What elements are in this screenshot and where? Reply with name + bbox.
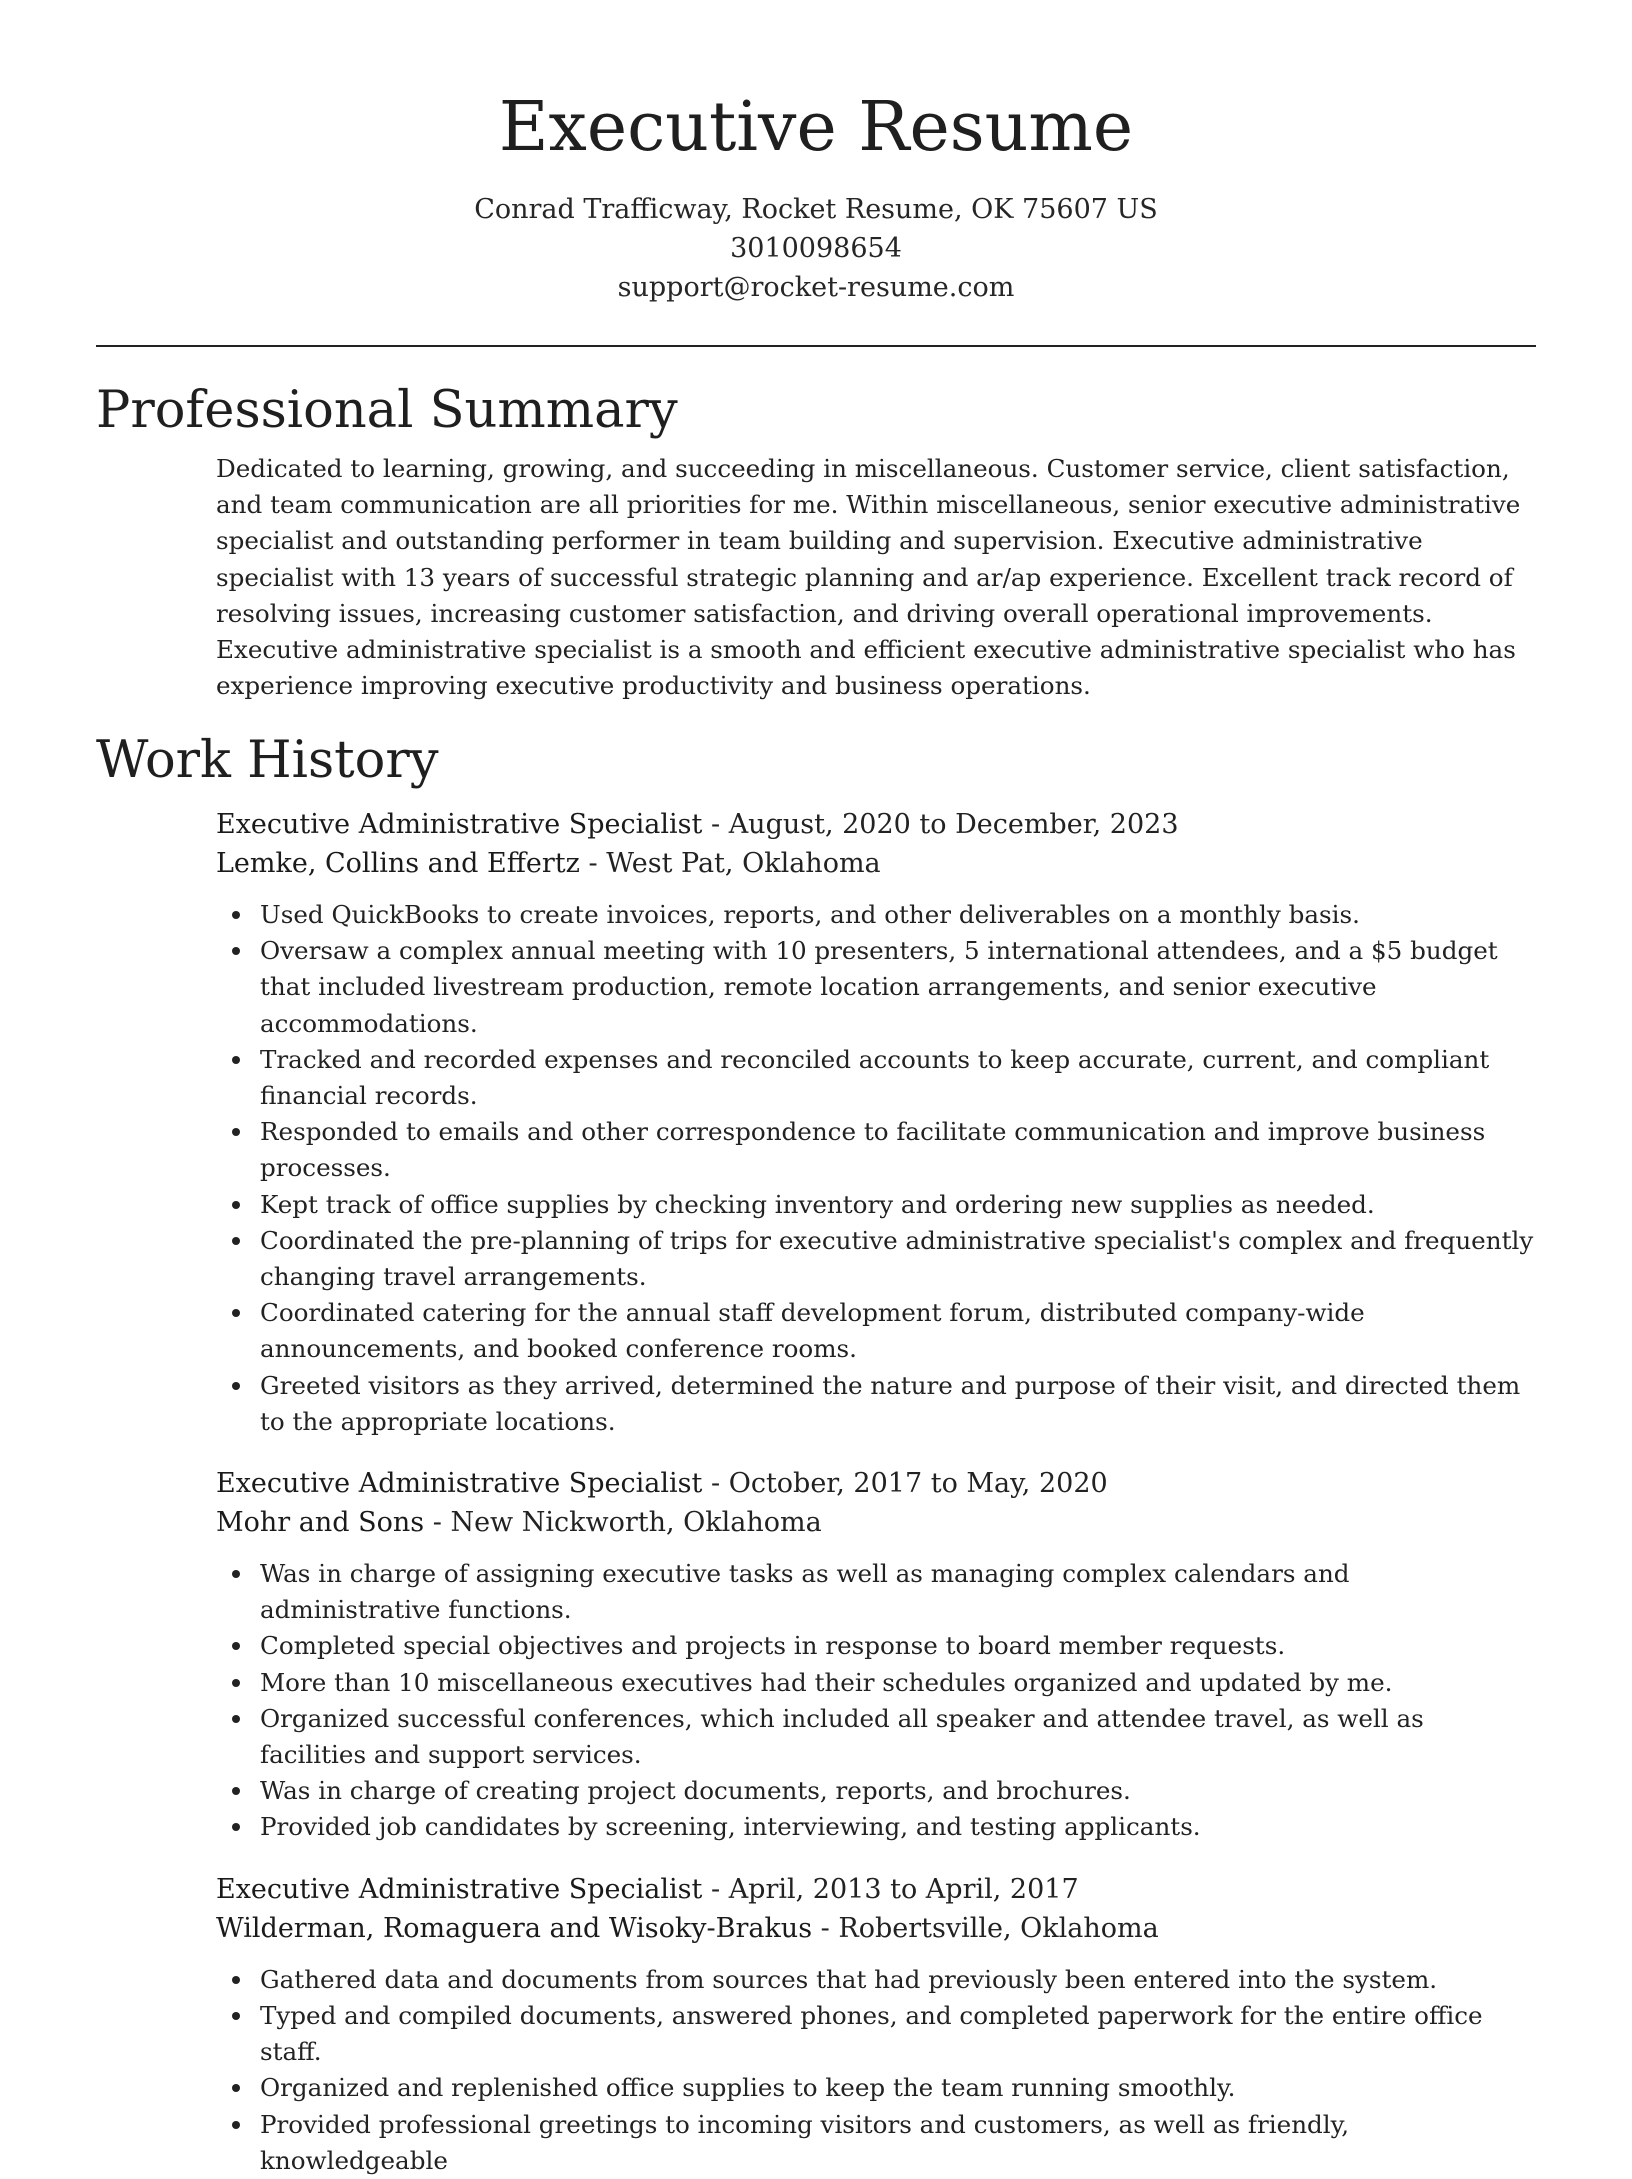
- resume-page: [96, 0, 1536, 2179]
- job-entry: [216, 1464, 1536, 1846]
- bullet-item: Greeted visitors as they arrived, determined the nature and purpose of their visit, and directed them to the appropriate locations.: [216, 1368, 1536, 1440]
- bullet-item: Provided job candidates by screening, interviewing, and testing applicants.: [216, 1809, 1536, 1845]
- job-company: Wilderman, Romaguera and Wisoky-Brakus: [216, 1912, 813, 1944]
- dash-separator: -: [710, 1873, 729, 1905]
- contact-email: support@rocket-resume.com: [617, 272, 1015, 303]
- header-divider: [96, 345, 1536, 347]
- bullet-item: Was in charge of creating project documents, reports, and brochures.: [216, 1773, 1536, 1809]
- summary-text: Dedicated to learning, growing, and succeeding in miscellaneous. Customer service, client satisfaction, and team communication are all priorities for me. Within miscellaneous, senior executive administrative specialist and outstanding performer in team building and supervision. Executive administrative specialist with 13 years of successful strategic planning and ar/ap experience. Excellent track record of resolving issues, increasing customer satisfaction, and driving overall operational improvements. Executive administrative specialist is a smooth and efficient executive administrative specialist who has experience improving executive productivity and business operations.: [216, 454, 1521, 701]
- job-entry: [216, 805, 1536, 1440]
- bullet-item: Coordinated catering for the annual staff development forum, distributed company-wide announcements, and booked conference rooms.: [216, 1295, 1536, 1367]
- dash-separator: -: [588, 848, 607, 880]
- job-location: New Nickworth, Oklahoma: [450, 1507, 822, 1539]
- job-role-line: [216, 1464, 1536, 1503]
- job-role: Executive Administrative Specialist: [216, 1873, 703, 1905]
- job-bullets: [216, 897, 1536, 1440]
- bullet-item: More than 10 miscellaneous executives had their schedules organized and updated by me.: [216, 1665, 1536, 1701]
- resume-header: [96, 0, 1536, 307]
- job-role: Executive Administrative Specialist: [216, 1468, 703, 1500]
- job-dates: October, 2017 to May, 2020: [728, 1468, 1108, 1500]
- bullet-item: Used QuickBooks to create invoices, reports, and other deliverables on a monthly basis.: [216, 897, 1536, 933]
- bullet-item: Coordinated the pre-planning of trips for executive administrative specialist's complex and frequently changing travel arrangements.: [216, 1223, 1536, 1295]
- contact-address: Conrad Trafficway, Rocket Resume, OK 75607 US: [474, 194, 1158, 225]
- job-role-line: [216, 1870, 1536, 1909]
- bullet-item: Kept track of office supplies by checking inventory and ordering new supplies as needed.: [216, 1187, 1536, 1223]
- job-company-line: [216, 844, 1536, 883]
- job-company-line: [216, 1909, 1536, 1948]
- job-location: West Pat, Oklahoma: [606, 848, 881, 880]
- contact-phone: 3010098654: [730, 233, 902, 264]
- job-dates: August, 2020 to December, 2023: [728, 809, 1179, 841]
- bullet-item: Organized successful conferences, which included all speaker and attendee travel, as well as facilities and support services.: [216, 1701, 1536, 1773]
- bullet-item: Tracked and recorded expenses and reconciled accounts to keep accurate, current, and compliant financial records.: [216, 1042, 1536, 1114]
- job-dates: April, 2013 to April, 2017: [728, 1873, 1079, 1905]
- bullet-item: Provided professional greetings to incoming visitors and customers, as well as friendly, knowledgeable: [216, 2107, 1536, 2179]
- job-role: Executive Administrative Specialist: [216, 809, 703, 841]
- bullet-item: Was in charge of assigning executive tasks as well as managing complex calendars and administrative functions.: [216, 1556, 1536, 1628]
- job-company: Lemke, Collins and Effertz: [216, 848, 580, 880]
- job-bullets: [216, 1556, 1536, 1846]
- dash-separator: -: [432, 1507, 451, 1539]
- bullet-item: Oversaw a complex annual meeting with 10 presenters, 5 international attendees, and a $5 budget that included livestream production, remote location arrangements, and senior executive accommodations.: [216, 933, 1536, 1042]
- bullet-item: Gathered data and documents from sources that had previously been entered into the system.: [216, 1962, 1536, 1998]
- job-role-line: [216, 805, 1536, 844]
- resume-title: Executive Resume: [498, 88, 1134, 167]
- job-company-line: [216, 1503, 1536, 1542]
- bullet-item: Typed and compiled documents, answered phones, and completed paperwork for the entire office staff.: [216, 1998, 1536, 2070]
- job-company: Mohr and Sons: [216, 1507, 425, 1539]
- job-bullets: [216, 1962, 1536, 2179]
- summary-section-title: Professional Summary: [96, 381, 678, 440]
- dash-separator: -: [820, 1912, 839, 1944]
- dash-separator: -: [710, 1468, 729, 1500]
- job-location: Robertsville, Oklahoma: [838, 1912, 1159, 1944]
- work-history-list: [216, 805, 1536, 2179]
- dash-separator: -: [710, 809, 729, 841]
- job-entry: [216, 1870, 1536, 2179]
- bullet-item: Responded to emails and other correspondence to facilitate communication and improve business processes.: [216, 1114, 1536, 1186]
- bullet-item: Organized and replenished office supplies to keep the team running smoothly.: [216, 2070, 1536, 2106]
- work-history-title: Work History: [96, 731, 439, 791]
- bullet-item: Completed special objectives and projects in response to board member requests.: [216, 1628, 1536, 1664]
